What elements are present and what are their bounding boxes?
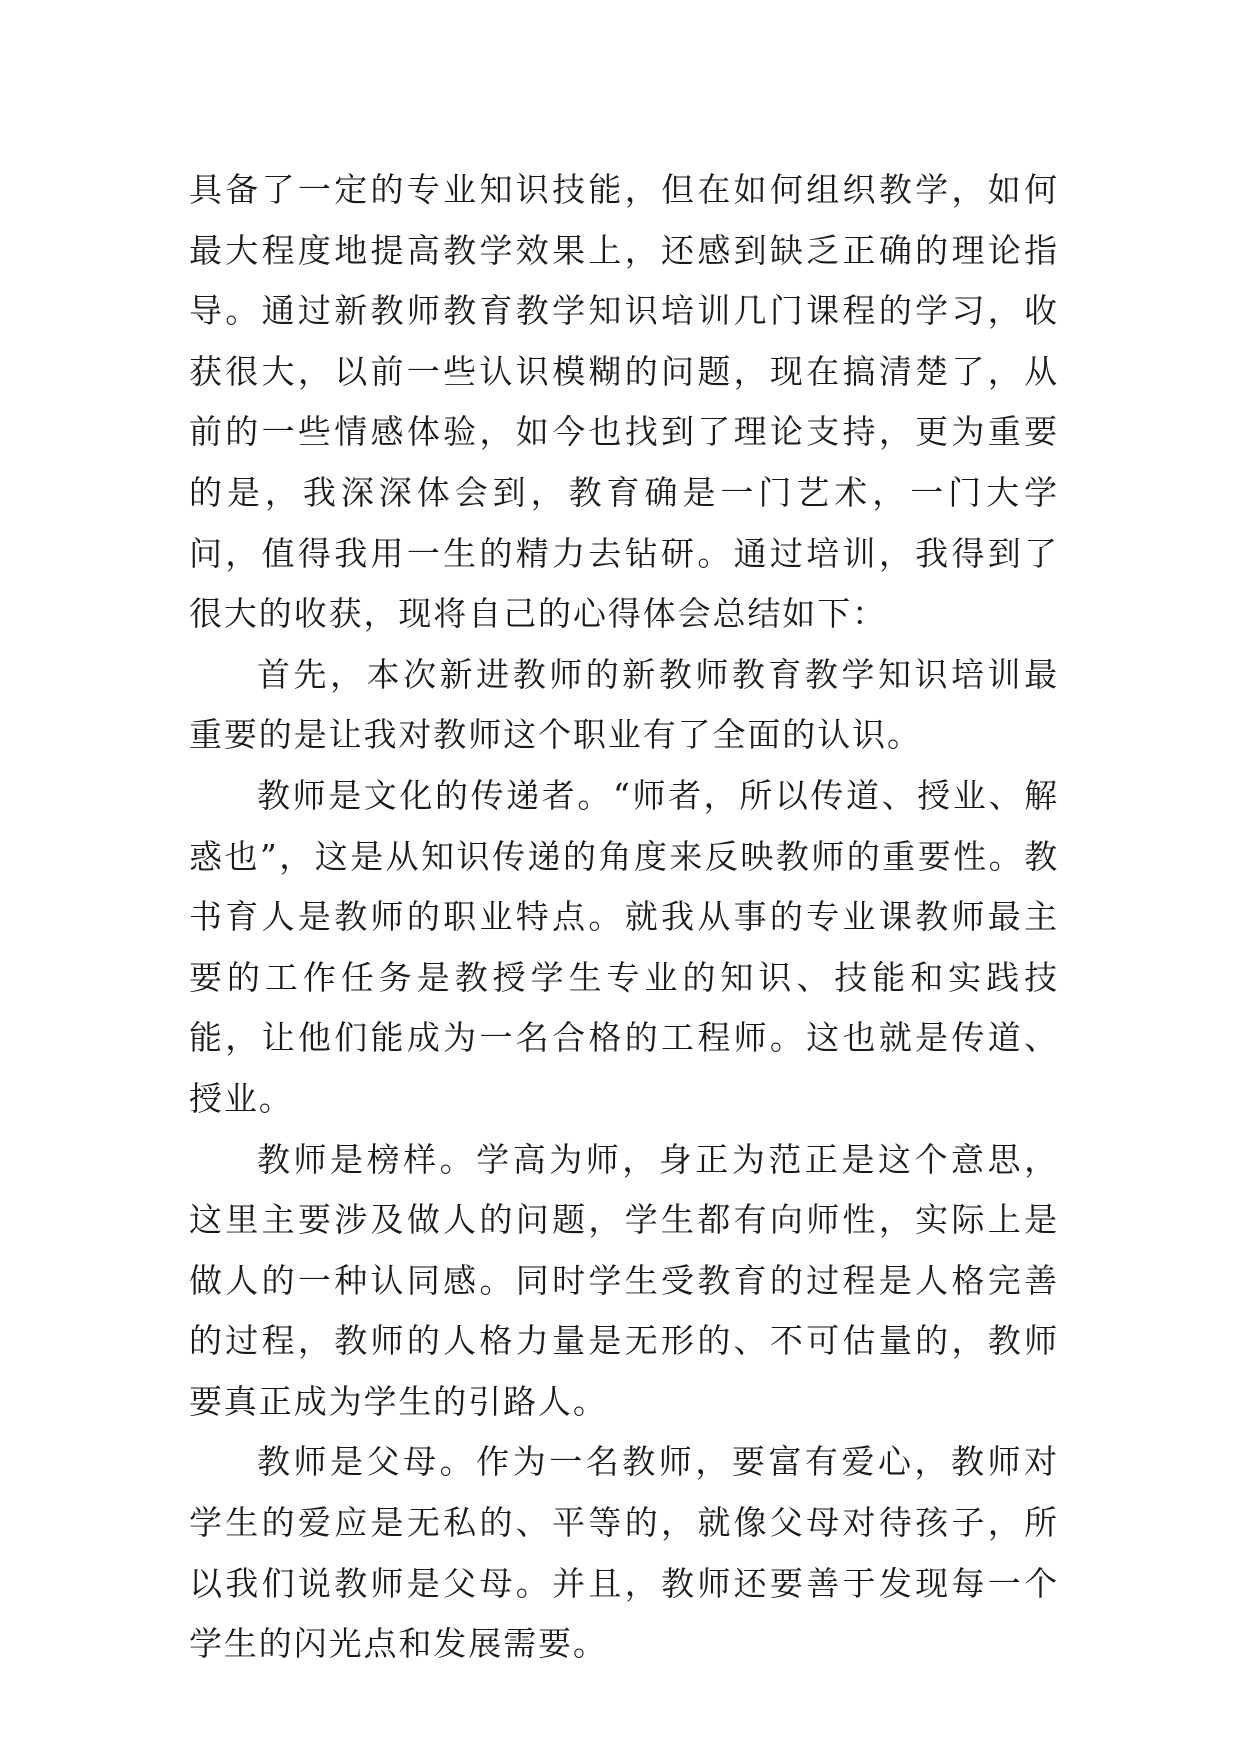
paragraph-first-point: 首先，本次新进教师的新教师教育教学知识培训最重要的是让我对教师这个职业有了全面的认识。 [189, 654, 1059, 755]
paragraph-culture-transmitter: 教师是文化的传递者。“师者，所以传道、授业、解惑也”，这是从知识传递的角度来反映教师的重要性。教书育人是教师的职业特点。就我从事的专业课教师最主要的工作任务是教授学生专业的知识、技能和实践技能，让他们能成为一名合格的工程师。这也就是传道、授业。 [189, 775, 1059, 1118]
paragraph-parents: 教师是父母。作为一名教师，要富有爱心，教师对学生的爱应是无私的、平等的，就像父母对待孩子，所以我们说教师是父母。并且，教师还要善于发现每一个学生的闪光点和发展需要。 [189, 1442, 1059, 1664]
document-body [189, 160, 1059, 1675]
paragraph-intro-continued: 具备了一定的专业知识技能，但在如何组织教学，如何最大程度地提高教学效果上，还感到缺乏正确的理论指导。通过新教师教育教学知识培训几门课程的学习，收获很大，以前一些认识模糊的问题，现在搞清楚了，从前的一些情感体验，如今也找到了理论支持，更为重要的是，我深深体会到，教育确是一门艺术，一门大学问，值得我用一生的精力去钻研。通过培训，我得到了很大的收获，现将自己的心得体会总结如下： [189, 170, 1059, 634]
paragraph-role-model: 教师是榜样。学高为师，身正为范正是这个意思，这里主要涉及做人的问题，学生都有向师性，实际上是做人的一种认同感。同时学生受教育的过程是人格完善的过程，教师的人格力量是无形的、不可估量的，教师要真正成为学生的引路人。 [189, 1139, 1059, 1421]
